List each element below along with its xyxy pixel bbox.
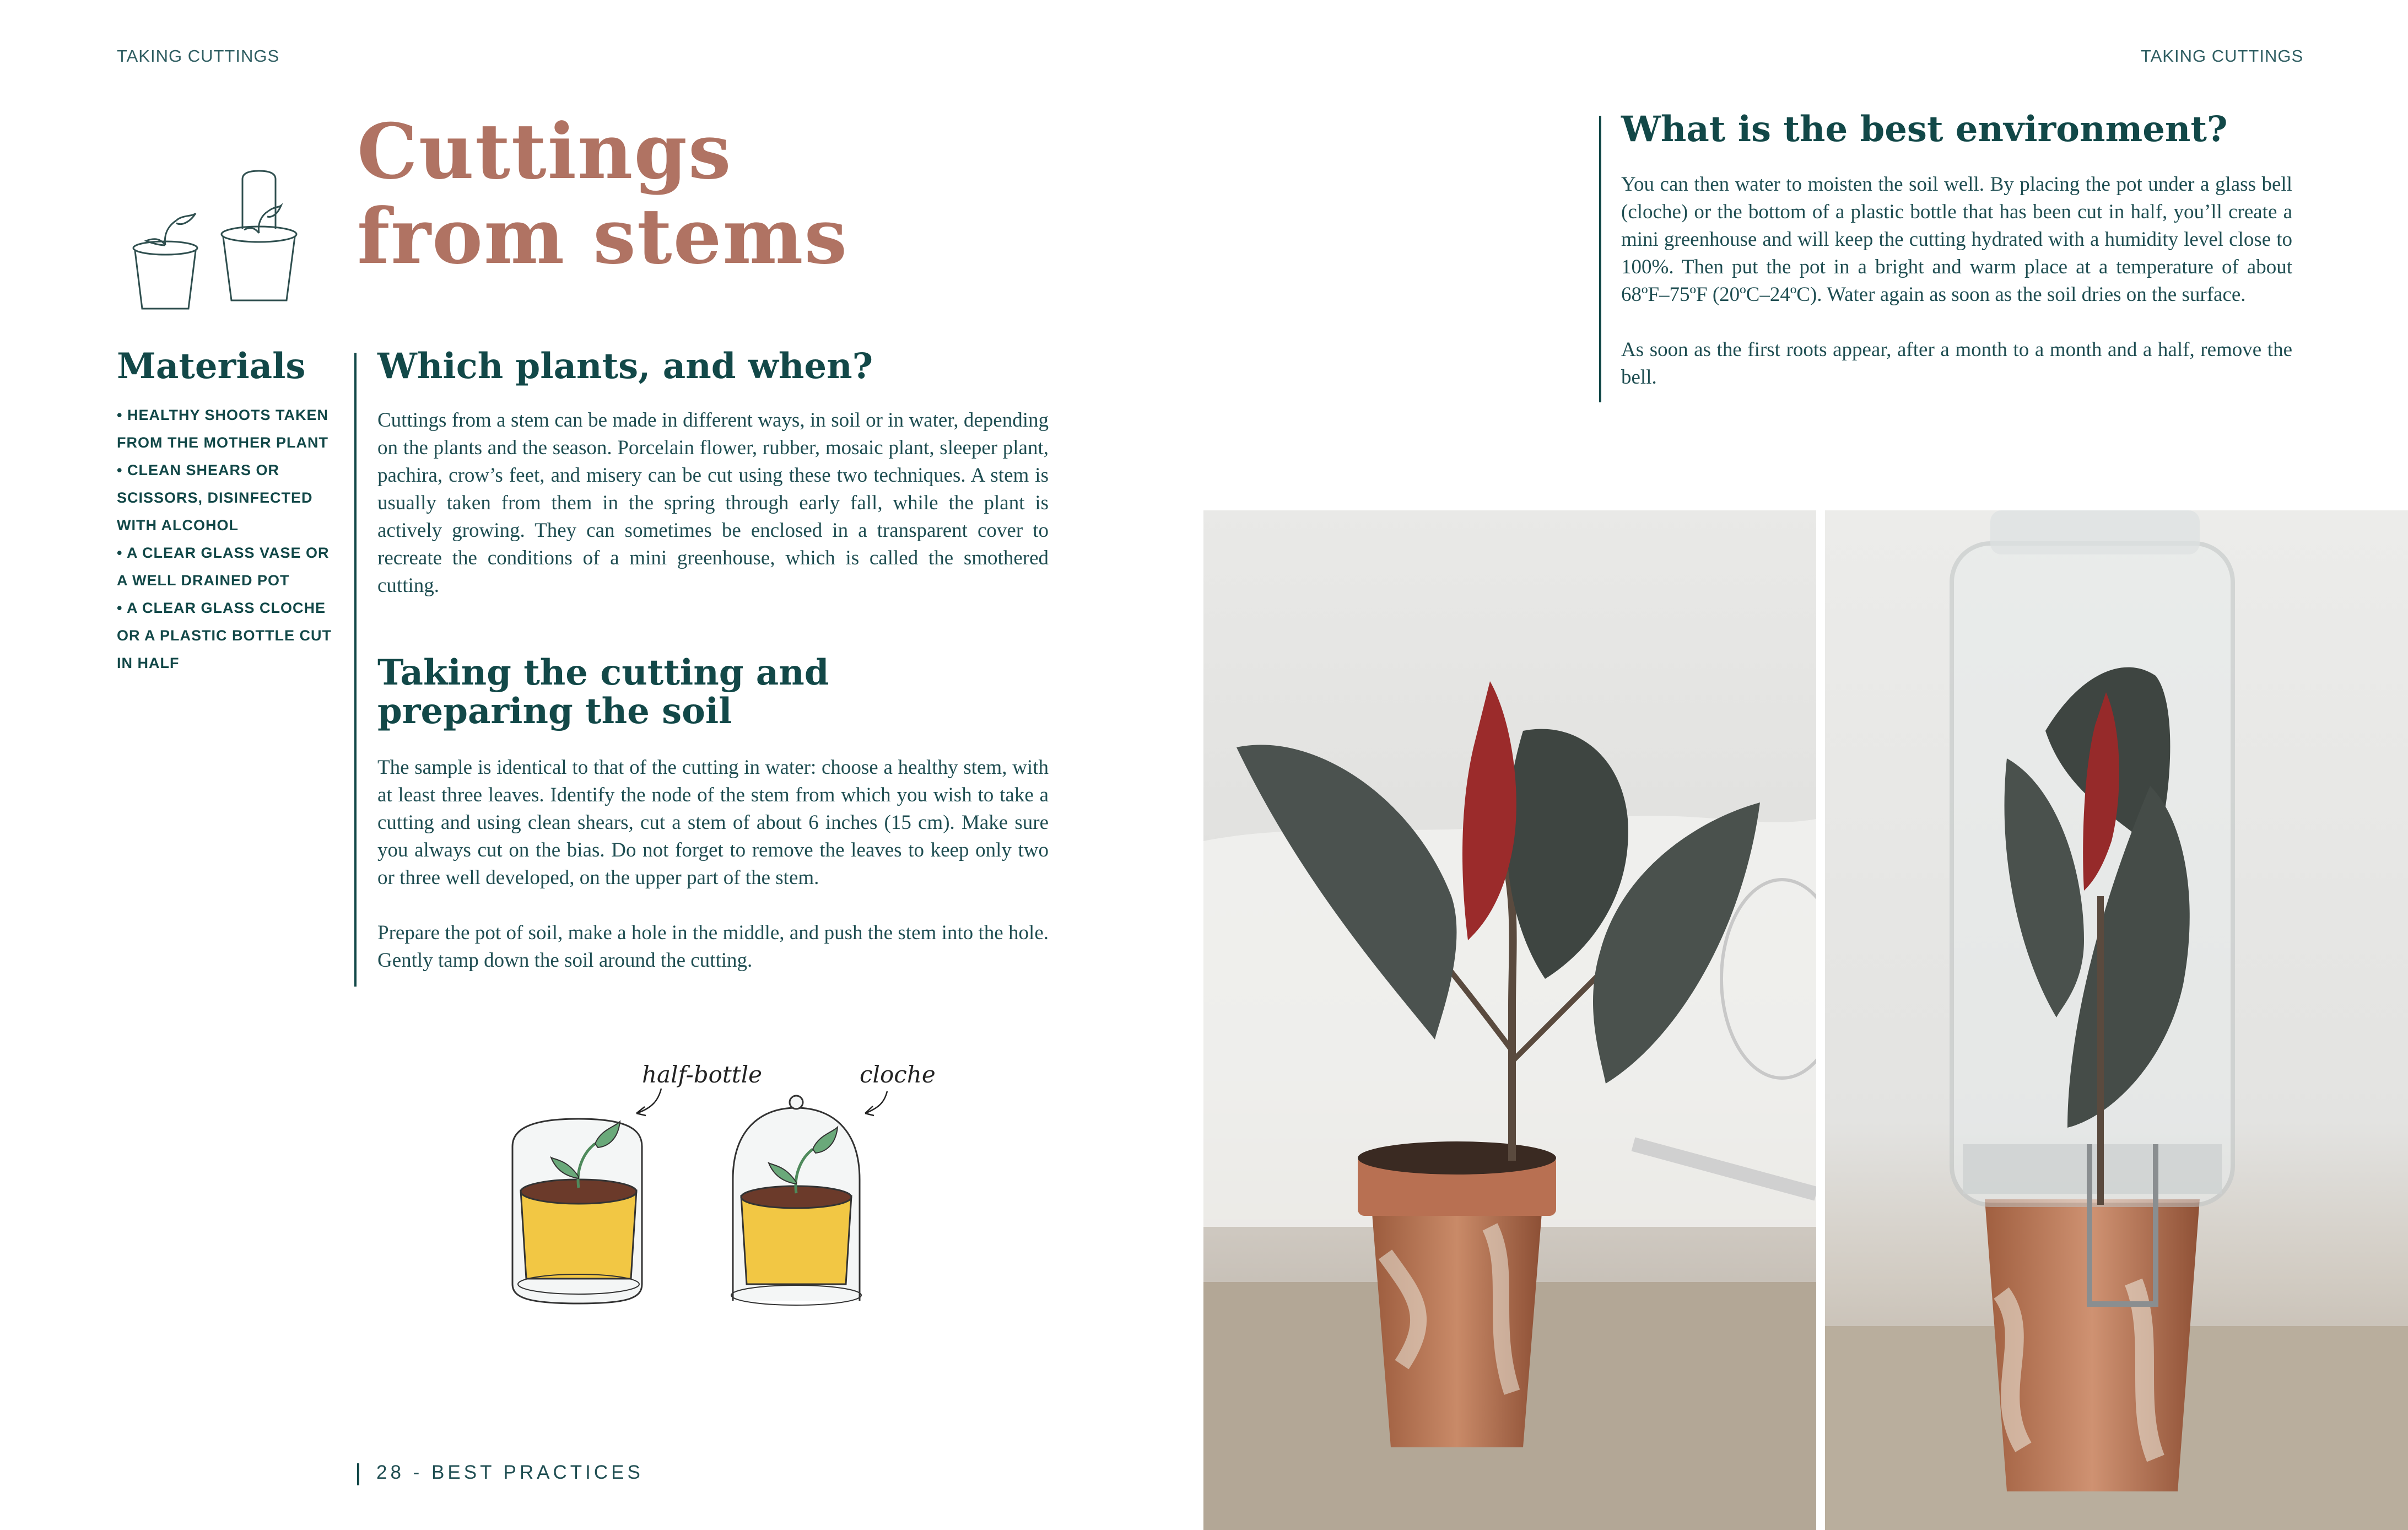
jar-covered-plant-photo — [1825, 510, 2408, 1530]
cutting-cover-illustration — [496, 1047, 926, 1323]
materials-list — [117, 401, 332, 677]
materials-box — [117, 347, 332, 677]
materials-item: • HEALTHY SHOOTS TAKEN FROM THE MOTHER PLANT — [117, 401, 332, 456]
section-heading-which-plants: Which plants, and when? — [377, 346, 873, 387]
pot-seedling-icon — [133, 213, 197, 309]
cloche-drawing — [731, 1096, 861, 1305]
column-rule-left — [354, 353, 357, 987]
section-heading-taking-line-1: Taking the cutting and — [377, 652, 829, 693]
materials-item: • A CLEAR GLASS VASE OR A WELL DRAINED POT — [117, 539, 332, 594]
page-title — [357, 106, 849, 281]
column-rule-right — [1599, 116, 1601, 402]
label-half-bottle: half-bottle — [642, 1061, 762, 1088]
materials-heading: Materials — [117, 346, 306, 387]
main-column — [377, 347, 1049, 974]
pot-icons-illustration — [124, 168, 311, 317]
section-heading-environment: What is the best environment? — [1621, 109, 2228, 150]
page-title-line-2: from stems — [357, 191, 849, 281]
page-title-line-1: Cuttings — [357, 106, 732, 196]
materials-item: • A CLEAR GLASS CLOCHE OR A PLASTIC BOTTLE CUT IN HALF — [117, 594, 332, 677]
materials-item: • CLEAN SHEARS OR SCISSORS, DISINFECTED WITH ALCOHOL — [117, 456, 332, 539]
footer-section: - BEST PRACTICES — [413, 1462, 644, 1483]
page-footer — [376, 1462, 644, 1484]
label-cloche: cloche — [860, 1061, 936, 1088]
section-body-which-plants: Cuttings from a stem can be made in different ways, in soil or in water, depending on the plants and the season. Porcelain flower, rubber, mosaic plant, sleeper plant, pachira, crow’s feet, and misery can be cut using these two techniques. A stem is usually taken from them in the spring through early fall, while the plant is actively growing. They can sometimes be enclosed in a transparent cover to recreate the conditions of a mini greenhouse, which is called the smothered cutting. — [377, 409, 1049, 597]
section-body-environment-para-1: You can then water to moisten the soil well. By placing the pot under a glass bell (cloche) or the bottom of a plastic bottle that has been cut in half, you’ll create a mini greenhouse and will keep the cutting hydrated with a humidity level close to 100%. Then put the pot in a bright and warm place at a temperature of about 68ºF–75ºF (20ºC–24ºC). Water again as soon as the soil dries on the surface. — [1621, 173, 2292, 306]
section-heading-taking-line-2: preparing the soil — [377, 691, 732, 732]
footer-rule — [357, 1463, 359, 1485]
running-head-right: TAKING CUTTINGS — [2141, 46, 2304, 66]
section-body-taking-para-1: The sample is identical to that of the cutting in water: choose a healthy stem, with at least three leaves. Identify the node of the stem from which you wish to take a cutting and using clean shears, cut a stem of about 6 inches (15 cm). Make sure you always cut on the bias. Do not forget to remove the leaves to keep only two or three well developed, on the upper part of the stem. — [377, 756, 1049, 889]
section-body-taking-para-2: Prepare the pot of soil, make a hole in the middle, and push the stem into the hole. Gently tamp down the soil around the cutting. — [377, 922, 1049, 972]
cloche-pot-icon — [222, 171, 296, 300]
rubber-plant-photo — [1203, 510, 1816, 1530]
page-number: 28 — [376, 1462, 404, 1483]
section-body-environment-para-2: As soon as the first roots appear, after a month to a month and a half, remove the bell. — [1621, 338, 2292, 389]
half-bottle-drawing — [512, 1119, 642, 1303]
running-head-left: TAKING CUTTINGS — [117, 46, 280, 66]
environment-column — [1621, 110, 2292, 391]
section-heading-taking-cutting — [377, 654, 1049, 731]
